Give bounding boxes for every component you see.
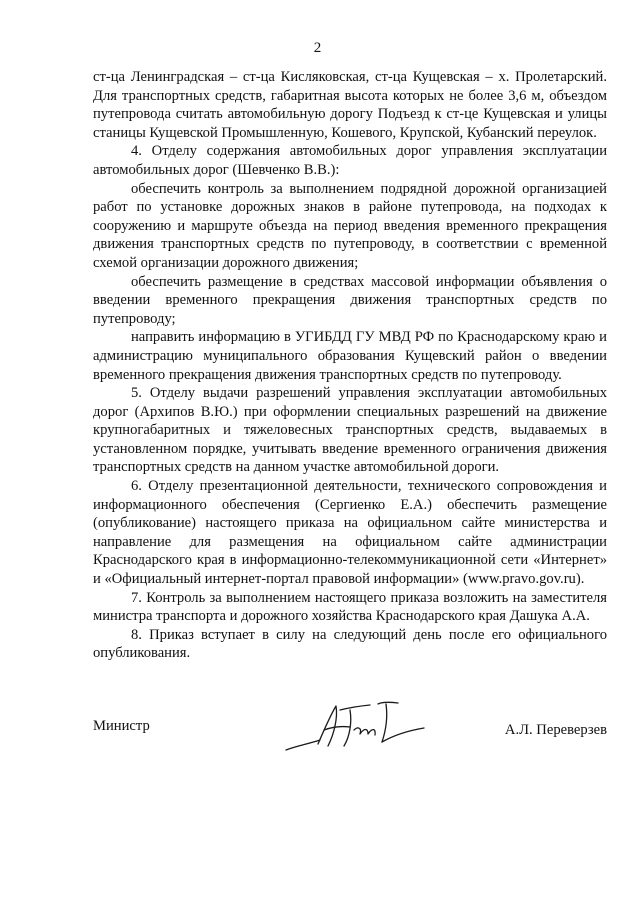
paragraph-item-6: 6. Отделу презентационной деятельности, технического сопровождения и информационного обеспечения (Сергиенко Е.А.) обеспечить размещение (опубликование) настоящего приказа на официальном сайте министерства и направление для размещения на официальном сайте администрации Краснодарского края в информационно-телекоммуникационной сети «Интернет» и «Официальный интернет-портал правовой информации» (www.pravo.gov.ru).	[93, 478, 607, 588]
paragraph-item-4: 4. Отделу содержания автомобильных дорог управления эксплуатации автомобильных дорог (Шевченко В.В.):	[93, 143, 607, 178]
signature-block	[93, 700, 607, 760]
handwritten-signature	[278, 700, 428, 758]
document-body	[93, 68, 607, 663]
paragraph-item-4-media: обеспечить размещение в средствах массовой информации объявления о введении временного прекращения движения транспортных средств по путепроводу;	[93, 273, 607, 327]
paragraph-item-5: 5. Отделу выдачи разрешений управления эксплуатации автомобильных дорог (Архипов В.Ю.) при оформлении специальных разрешений на движение крупногабаритных и тяжеловесных транспортных средств, выдаваемых в установленном порядке, учитывать введение временного ограничения движения транспортных средств на данном участке автомобильной дороги.	[93, 385, 607, 476]
paragraph-continuation: ст-ца Ленинградская – ст-ца Кисляковская, ст-ца Кущевская – х. Пролетарский. Для транспортных средств, габаритная высота которых не более 3,6 м, объездом путепровода считать автомобильную дорогу Подъезд к ст-це Кущевская и улицы станицы Кущевской Промышленную, Кошевого, Крупской, Кубанский переулок.	[93, 69, 607, 141]
paragraph-item-7: 7. Контроль за выполнением настоящего приказа возложить на заместителя министра транспорта и дорожного хозяйства Краснодарского края Дашука А.А.	[93, 589, 607, 625]
paragraph-item-8: 8. Приказ вступает в силу на следующий день после его официального опубликования.	[93, 626, 607, 662]
paragraph-item-4-inform: направить информацию в УГИБДД ГУ МВД РФ по Краснодарскому краю и администрацию муниципального образования Кущевский район о введении временного прекращения движения транспортных средств по путепроводу.	[93, 329, 607, 383]
paragraph-item-4-control: обеспечить контроль за выполнением подрядной дорожной организацией работ по установке дорожных знаков в районе путепровода, на подходах к сооружению и маршруте объезда на период введения временного прекращения движения транспортных средств по путепроводу, в соответствии с временной схемой организации дорожного движения;	[93, 180, 607, 271]
page-number: 2	[313, 40, 322, 56]
position-label: Министр	[93, 718, 150, 734]
signatory-name: А.Л. Переверзев	[504, 722, 607, 738]
